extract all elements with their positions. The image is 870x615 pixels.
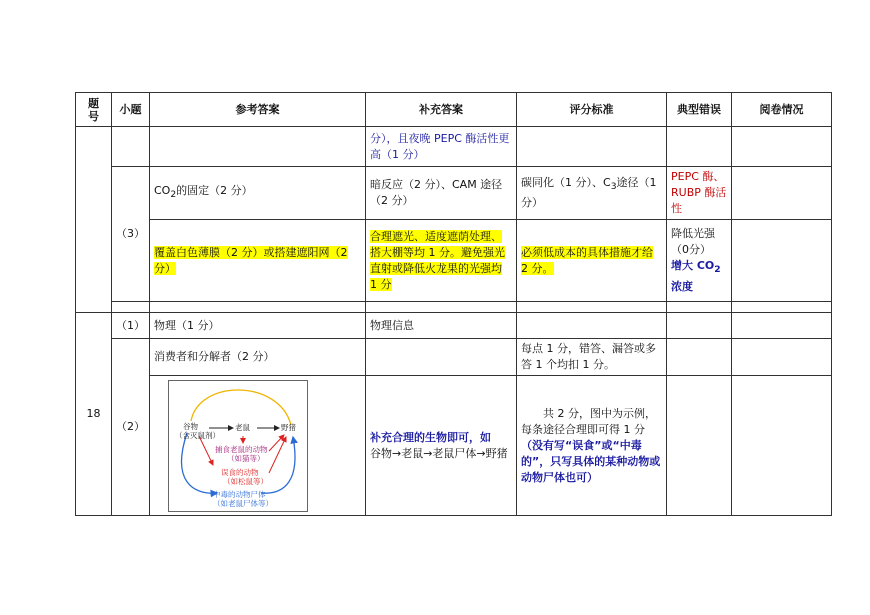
q17-co2-ref-answer: $CO_2$的固定（2 分） [150,167,366,220]
diag-eaten-note: （如松鼠等） [223,476,268,486]
header-q-num: 题号 [76,93,112,127]
diag-grain: 谷物 [183,421,198,431]
q17-co2-supp-answer: 暗反应（2 分）、CAM 途径（2 分） [366,167,517,220]
header-ref-answer: 参考答案 [150,93,366,127]
yellow-path [191,389,291,424]
q18-diagram-scoring: 共 2 分，图中为示例，每条途径合理即可得 1 分 （没有写“误食”或“中毒的”，只写具体的某种动物或动物尸体也可） [517,376,667,516]
header-row [76,93,832,127]
diag-predator-note: （如猫等） [227,453,265,463]
q17-co2-scoring: 碳同化（1 分）、$C_3$途径（1 分） [517,167,667,220]
q18-consumer-ref-answer: 消费者和分解者（2 分） [150,339,366,376]
q17-cover-typical-errors: 降低光强（0分） 增大 $CO_2$浓度 [667,220,732,302]
diag-rat: 老鼠 [235,422,250,432]
table-row [76,302,832,313]
q17-sub-cont-cell [112,127,150,167]
q18-sub2-label: （2） [112,339,150,516]
q17-cover-supp-answer: 合理遮光、适度遮荫处理、搭大棚等均 1 分。避免强光直射或降低火龙果的光强均 1 分 [366,220,517,302]
header-sub-q: 小题 [112,93,150,127]
q17-cover-ref-answer: 覆盖白色薄膜（2 分）或搭建遮阳网（2 分） [150,220,366,302]
header-grading-status: 阅卷情况 [732,93,832,127]
table-row [76,220,832,302]
q17-cont-supp-answer: 分），且夜晚 PEPC 酶活性更高（1 分） [366,127,517,167]
table-row [76,127,832,167]
diag-boar: 野猪 [281,422,296,432]
q18-phys-supp-answer: 物理信息 [366,313,517,339]
table-row [76,339,832,376]
table-row [76,313,832,339]
q18-number: 18 [76,313,112,516]
table-row [76,167,832,220]
q17-co2-typical-error: PEPC 酶、RUBP 酶活性 [667,167,732,220]
diag-grain-note: （含灭鼠剂） [175,430,220,440]
q18-consumer-scoring: 每点 1 分，错答、漏答或多答 1 个均扣 1 分。 [517,339,667,376]
q17-cont-ref-cell [150,127,366,167]
header-supp-answer: 补充答案 [366,93,517,127]
diag-poisoned: 中毒的动物尸体 [213,489,266,499]
grading-table [75,92,832,516]
diag-eaten: 误食的动物 [221,467,259,477]
arrow-predator-boar [269,435,284,451]
q18-phys-ref-answer: 物理（1 分） [150,313,366,339]
table-row [76,376,832,516]
q18-diagram-supp-answer: 补充合理的生物即可，如 谷物→老鼠→老鼠尸体→野猪 [366,376,517,516]
q18-sub1-label: （1） [112,313,150,339]
q17-sub3-label: （3） [112,167,150,302]
arrow-grain-eaten [199,436,213,465]
q18-diagram-cell [150,376,366,516]
food-web-diagram [168,380,308,512]
diag-predator: 捕食老鼠的动物 [215,444,268,454]
header-scoring: 评分标准 [517,93,667,127]
q17-number-cell [76,127,112,313]
q17-cover-scoring: 必须低成本的具体措施才给 2 分。 [517,220,667,302]
header-typical-errors: 典型错误 [667,93,732,127]
diag-poisoned-note: （如老鼠尸体等） [213,498,273,508]
